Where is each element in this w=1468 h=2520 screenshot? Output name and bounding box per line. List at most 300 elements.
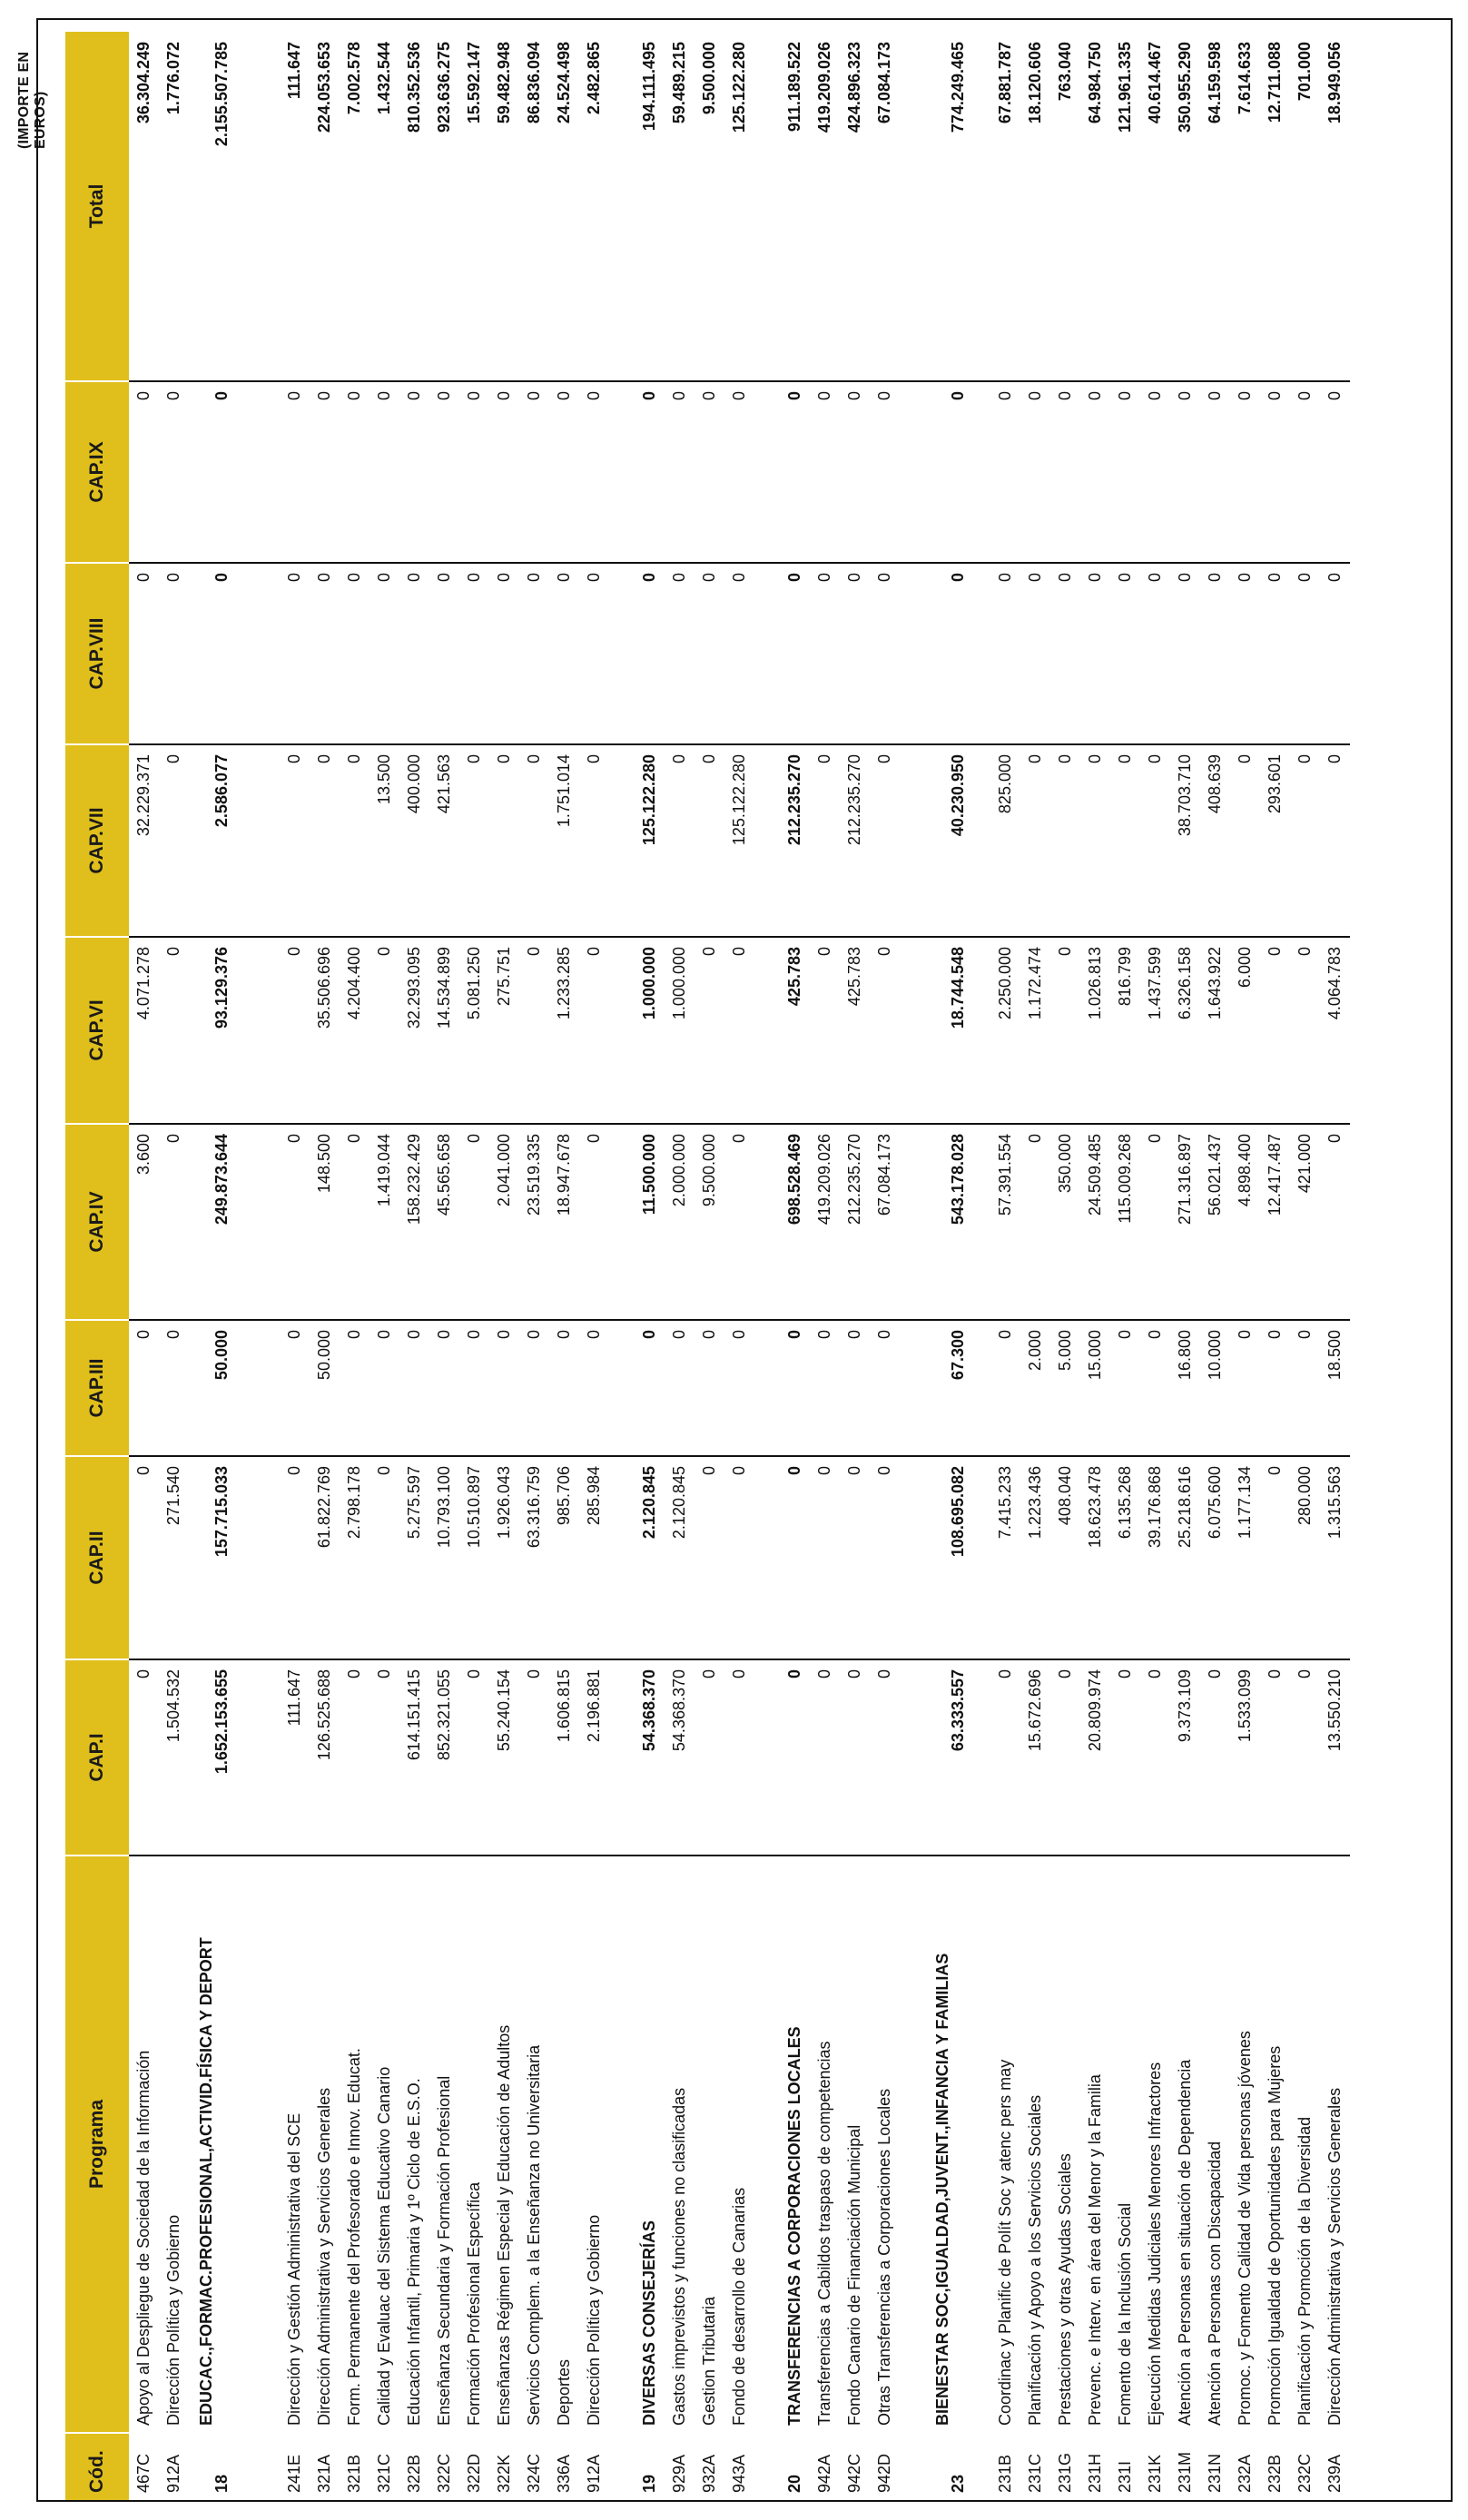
code-cell: 23 <box>948 2474 967 2493</box>
spacer-cell <box>609 31 635 381</box>
spacer-cell <box>900 381 925 563</box>
cap2-cell: 10.793.100 <box>429 1456 459 1659</box>
total-cell: 1.432.544 <box>369 31 399 381</box>
cap7-cell: 2.586.077 <box>189 744 254 937</box>
spacer-cell <box>254 381 280 563</box>
table-row <box>159 31 189 2500</box>
cap8-cell: 0 <box>369 563 399 744</box>
cap4-cell: 57.391.554 <box>990 1124 1020 1320</box>
cap9-cell: 0 <box>1110 381 1140 563</box>
cap2-cell: 25.218.616 <box>1170 1456 1200 1659</box>
cap2-cell: 1.315.563 <box>1320 1456 1350 1659</box>
cap4-cell: 0 <box>340 1124 369 1320</box>
code-cell: 231H <box>1086 2453 1104 2493</box>
cap9-cell: 0 <box>840 381 870 563</box>
cap9-cell: 0 <box>579 381 609 563</box>
total-cell: 86.836.094 <box>519 31 549 381</box>
cap3-cell: 0 <box>429 1320 459 1456</box>
cap2-cell: 39.176.868 <box>1140 1456 1170 1659</box>
table-row <box>1110 31 1140 2500</box>
cap2-cell: 157.715.033 <box>189 1456 254 1659</box>
cap7-cell: 408.639 <box>1200 744 1230 937</box>
cap4-cell: 12.417.487 <box>1260 1124 1290 1320</box>
cap8-cell: 0 <box>1290 563 1320 744</box>
cap2-cell: 0 <box>280 1456 310 1659</box>
table-row <box>519 31 549 2500</box>
spacer-cell <box>900 937 925 1124</box>
total-cell: 774.249.465 <box>925 31 990 381</box>
cap3-cell: 0 <box>280 1320 310 1456</box>
program-cell: Planificación y Promoción de la Diversidad <box>1296 2116 1314 2426</box>
cap9-cell: 0 <box>1170 381 1200 563</box>
cap3-cell: 16.800 <box>1170 1320 1200 1456</box>
total-cell: 419.209.026 <box>810 31 840 381</box>
cap7-cell: 0 <box>280 744 310 937</box>
cap3-cell: 0 <box>399 1320 429 1456</box>
cap8-cell: 0 <box>189 563 254 744</box>
total-cell: 810.352.536 <box>399 31 429 381</box>
header-cod: Cód. <box>65 2433 129 2500</box>
code-cell: 912A <box>164 2454 182 2493</box>
table-row <box>1170 31 1200 2500</box>
total-cell: 111.647 <box>280 31 310 381</box>
table-row <box>369 31 399 2500</box>
cap8-cell: 0 <box>695 563 724 744</box>
cap4-cell: 249.873.644 <box>189 1124 254 1320</box>
program-cell: Prestaciones y otras Ayudas Sociales <box>1056 2153 1074 2426</box>
cap2-cell: 0 <box>724 1456 754 1659</box>
cap7-cell: 0 <box>310 744 340 937</box>
cap1-cell: 15.672.696 <box>1020 1659 1050 1856</box>
cap9-cell: 0 <box>925 381 990 563</box>
cap4-cell: 56.021.437 <box>1200 1124 1230 1320</box>
cap2-cell: 0 <box>1260 1456 1290 1659</box>
cap6-cell: 0 <box>519 937 549 1124</box>
cap2-cell: 6.075.600 <box>1200 1456 1230 1659</box>
total-cell: 18.120.606 <box>1020 31 1050 381</box>
code-cell: 231K <box>1146 2454 1164 2493</box>
cap6-cell: 0 <box>870 937 900 1124</box>
cap8-cell: 0 <box>780 563 810 744</box>
program-cell: Formación Profesional Específica <box>465 2181 483 2426</box>
cap6-cell: 0 <box>1050 937 1080 1124</box>
cap4-cell: 350.000 <box>1050 1124 1080 1320</box>
cap9-cell: 0 <box>280 381 310 563</box>
cap4-cell: 419.209.026 <box>810 1124 840 1320</box>
spacer-cell <box>254 563 280 744</box>
total-cell: 12.711.088 <box>1260 31 1290 381</box>
cap7-cell: 125.122.280 <box>635 744 665 937</box>
cap3-cell: 50.000 <box>189 1320 254 1456</box>
cap3-cell: 15.000 <box>1080 1320 1110 1456</box>
program-cell: Gastos imprevistos y funciones no clasificadas <box>670 2087 688 2426</box>
cap1-cell: 0 <box>780 1659 810 1856</box>
cap3-cell: 0 <box>459 1320 489 1456</box>
code-cell: 20 <box>785 2474 803 2493</box>
spacer-cell <box>254 1856 280 2433</box>
cap3-cell: 18.500 <box>1320 1320 1350 1456</box>
cap6-cell: 425.783 <box>840 937 870 1124</box>
header-cap7: CAP.VII <box>65 744 129 937</box>
table-row <box>1020 31 1050 2500</box>
cap1-cell: 54.368.370 <box>635 1659 665 1856</box>
cap8-cell: 0 <box>1170 563 1200 744</box>
cap3-cell: 2.000 <box>1020 1320 1050 1456</box>
cap9-cell: 0 <box>340 381 369 563</box>
cap9-cell: 0 <box>1200 381 1230 563</box>
cap7-cell: 38.703.710 <box>1170 744 1200 937</box>
cap9-cell: 0 <box>489 381 519 563</box>
cap2-cell: 10.510.897 <box>459 1456 489 1659</box>
spacer-cell <box>900 1659 925 1856</box>
header-cap3: CAP.III <box>65 1320 129 1456</box>
cap8-cell: 0 <box>159 563 189 744</box>
program-cell: DIVERSAS CONSEJERÍAS <box>640 2220 658 2426</box>
cap7-cell: 0 <box>340 744 369 937</box>
cap3-cell: 0 <box>159 1320 189 1456</box>
cap9-cell: 0 <box>1080 381 1110 563</box>
cap7-cell: 125.122.280 <box>724 744 754 937</box>
table-body <box>129 31 1350 2500</box>
cap9-cell: 0 <box>189 381 254 563</box>
cap1-cell: 0 <box>340 1659 369 1856</box>
cap8-cell: 0 <box>519 563 549 744</box>
spacer-row <box>609 31 635 2500</box>
cap2-cell: 18.623.478 <box>1080 1456 1110 1659</box>
cap4-cell: 45.565.658 <box>429 1124 459 1320</box>
header-row <box>65 31 129 2500</box>
cap9-cell: 0 <box>159 381 189 563</box>
program-cell: Calidad y Evaluac del Sistema Educativo Canario <box>375 2066 393 2426</box>
cap6-cell: 0 <box>579 937 609 1124</box>
table-row <box>724 31 754 2500</box>
cap1-cell: 0 <box>810 1659 840 1856</box>
cap1-cell: 0 <box>724 1659 754 1856</box>
cap1-cell: 0 <box>1260 1659 1290 1856</box>
table-row <box>549 31 579 2500</box>
cap4-cell: 4.898.400 <box>1230 1124 1260 1320</box>
cap1-cell: 1.652.153.655 <box>189 1659 254 1856</box>
spacer-cell <box>900 31 925 381</box>
spacer-cell <box>254 1659 280 1856</box>
total-cell: 7.002.578 <box>340 31 369 381</box>
cap2-cell: 0 <box>810 1456 840 1659</box>
code-cell: 942A <box>815 2454 833 2493</box>
code-cell: 231C <box>1026 2453 1044 2493</box>
spacer-cell <box>900 1456 925 1659</box>
cap4-cell: 3.600 <box>129 1124 159 1320</box>
cap9-cell: 0 <box>1320 381 1350 563</box>
cap8-cell: 0 <box>810 563 840 744</box>
cap8-cell: 0 <box>280 563 310 744</box>
cap7-cell: 0 <box>159 744 189 937</box>
program-cell: Dirección Política y Gobierno <box>585 2214 603 2426</box>
total-cell: 36.304.249 <box>129 31 159 381</box>
spacer-cell <box>609 937 635 1124</box>
table-row <box>1320 31 1350 2500</box>
table-row <box>489 31 519 2500</box>
total-cell: 224.053.653 <box>310 31 340 381</box>
cap3-cell: 0 <box>810 1320 840 1456</box>
cap8-cell: 0 <box>129 563 159 744</box>
cap6-cell: 0 <box>280 937 310 1124</box>
code-cell: 19 <box>640 2474 658 2493</box>
program-cell: Deportes <box>555 2358 573 2426</box>
cap2-cell: 108.695.082 <box>925 1456 990 1659</box>
program-cell: BIENESTAR SOC,IGUALDAD,JUVENT.,INFANCIA Y FAMILIAS <box>933 1953 951 2426</box>
cap6-cell: 0 <box>159 937 189 1124</box>
cap8-cell: 0 <box>1080 563 1110 744</box>
cap7-cell: 825.000 <box>990 744 1020 937</box>
spacer-cell <box>754 1456 780 1659</box>
table-row <box>459 31 489 2500</box>
code-cell: 239A <box>1325 2454 1344 2493</box>
code-cell: 321A <box>315 2454 333 2493</box>
cap7-cell: 0 <box>810 744 840 937</box>
program-cell: Enseñanza Secundaria y Formación Profesional <box>435 2075 453 2426</box>
cap3-cell: 0 <box>695 1320 724 1456</box>
cap2-cell: 1.177.134 <box>1230 1456 1260 1659</box>
cap4-cell: 0 <box>159 1124 189 1320</box>
total-cell: 350.955.290 <box>1170 31 1200 381</box>
cap1-cell: 0 <box>870 1659 900 1856</box>
cap7-cell: 421.563 <box>429 744 459 937</box>
program-cell: Dirección Política y Gobierno <box>164 2214 182 2426</box>
cap4-cell: 543.178.028 <box>925 1124 990 1320</box>
program-cell: Fondo Canario de Financiación Municipal <box>845 2124 863 2426</box>
cap9-cell: 0 <box>1230 381 1260 563</box>
cap8-cell: 0 <box>549 563 579 744</box>
spacer-cell <box>609 1856 635 2433</box>
cap8-cell: 0 <box>1050 563 1080 744</box>
cap7-cell: 212.235.270 <box>780 744 810 937</box>
cap7-cell: 0 <box>665 744 695 937</box>
cap1-cell: 0 <box>1110 1659 1140 1856</box>
cap7-cell: 1.751.014 <box>549 744 579 937</box>
code-cell: 321C <box>375 2453 393 2493</box>
spacer-row <box>754 31 780 2500</box>
program-cell: Dirección Administrativa y Servicios Generales <box>1325 2087 1344 2426</box>
cap3-cell: 0 <box>1290 1320 1320 1456</box>
cap3-cell: 0 <box>1260 1320 1290 1456</box>
spacer-cell <box>254 2433 280 2500</box>
cap1-cell: 1.606.815 <box>549 1659 579 1856</box>
cap3-cell: 0 <box>369 1320 399 1456</box>
total-cell: 2.482.865 <box>579 31 609 381</box>
table-row <box>310 31 340 2500</box>
cap8-cell: 0 <box>340 563 369 744</box>
cap6-cell: 1.000.000 <box>665 937 695 1124</box>
cap1-cell: 13.550.210 <box>1320 1659 1350 1856</box>
cap4-cell: 0 <box>1020 1124 1050 1320</box>
total-cell: 9.500.000 <box>695 31 724 381</box>
code-cell: 942C <box>845 2453 863 2493</box>
total-cell: 701.000 <box>1290 31 1320 381</box>
cap8-cell: 0 <box>925 563 990 744</box>
cap1-cell: 0 <box>519 1659 549 1856</box>
table-row <box>840 31 870 2500</box>
total-cell: 64.984.750 <box>1080 31 1110 381</box>
section-row <box>925 31 990 2500</box>
cap6-cell: 425.783 <box>780 937 810 1124</box>
program-cell: Coordinac y Planific de Polít Soc y atenc pers may <box>996 2059 1014 2426</box>
program-cell: Atención a Personas en situación de Dependencia <box>1176 2059 1194 2426</box>
program-cell: Form. Permanente del Profesorado e Innov. Educat. <box>345 2048 363 2426</box>
cap3-cell: 0 <box>635 1320 665 1456</box>
cap6-cell: 4.204.400 <box>340 937 369 1124</box>
cap3-cell: 0 <box>990 1320 1020 1456</box>
header-cap8: CAP.VIII <box>65 563 129 744</box>
table-row <box>695 31 724 2500</box>
total-cell: 18.949.056 <box>1320 31 1350 381</box>
cap6-cell: 275.751 <box>489 937 519 1124</box>
spacer-cell <box>754 1124 780 1320</box>
cap7-cell: 32.229.371 <box>129 744 159 937</box>
cap1-cell: 0 <box>1200 1659 1230 1856</box>
cap4-cell: 0 <box>724 1124 754 1320</box>
cap8-cell: 0 <box>310 563 340 744</box>
code-cell: 322K <box>495 2454 513 2493</box>
cap2-cell: 7.415.233 <box>990 1456 1020 1659</box>
cap4-cell: 0 <box>280 1124 310 1320</box>
code-cell: 324C <box>525 2453 543 2493</box>
cap8-cell: 0 <box>1200 563 1230 744</box>
spacer-cell <box>900 2433 925 2500</box>
header-programa: Programa <box>65 1856 129 2433</box>
code-cell: 231I <box>1116 2460 1134 2493</box>
cap7-cell: 13.500 <box>369 744 399 937</box>
cap6-cell: 0 <box>695 937 724 1124</box>
cap9-cell: 0 <box>1050 381 1080 563</box>
cap7-cell: 0 <box>1230 744 1260 937</box>
cap8-cell: 0 <box>1260 563 1290 744</box>
cap6-cell: 0 <box>724 937 754 1124</box>
cap7-cell: 0 <box>1290 744 1320 937</box>
cap8-cell: 0 <box>665 563 695 744</box>
cap8-cell: 0 <box>724 563 754 744</box>
cap1-cell: 126.525.688 <box>310 1659 340 1856</box>
code-cell: 336A <box>555 2454 573 2493</box>
spacer-cell <box>754 937 780 1124</box>
spacer-cell <box>609 1320 635 1456</box>
spacer-cell <box>609 1456 635 1659</box>
spacer-cell <box>900 563 925 744</box>
cap3-cell: 0 <box>870 1320 900 1456</box>
table-row <box>665 31 695 2500</box>
cap9-cell: 0 <box>810 381 840 563</box>
table-row <box>280 31 310 2500</box>
cap2-cell: 0 <box>369 1456 399 1659</box>
code-cell: 232B <box>1266 2454 1284 2493</box>
total-cell: 40.614.467 <box>1140 31 1170 381</box>
cap1-cell: 1.504.532 <box>159 1659 189 1856</box>
cap8-cell: 0 <box>429 563 459 744</box>
cap3-cell: 0 <box>840 1320 870 1456</box>
cap6-cell: 1.026.813 <box>1080 937 1110 1124</box>
cap7-cell: 0 <box>695 744 724 937</box>
cap7-cell: 400.000 <box>399 744 429 937</box>
cap4-cell: 9.500.000 <box>695 1124 724 1320</box>
cap6-cell: 93.129.376 <box>189 937 254 1124</box>
cap8-cell: 0 <box>489 563 519 744</box>
cap6-cell: 32.293.095 <box>399 937 429 1124</box>
cap2-cell: 61.822.769 <box>310 1456 340 1659</box>
cap6-cell: 1.643.922 <box>1200 937 1230 1124</box>
code-cell: 231G <box>1056 2452 1074 2493</box>
cap2-cell: 5.275.597 <box>399 1456 429 1659</box>
total-cell: 923.636.275 <box>429 31 459 381</box>
cap4-cell: 0 <box>1140 1124 1170 1320</box>
spacer-cell <box>254 31 280 381</box>
total-cell: 763.040 <box>1050 31 1080 381</box>
code-cell: 231M <box>1176 2451 1194 2493</box>
cap2-cell: 0 <box>695 1456 724 1659</box>
spacer-cell <box>754 744 780 937</box>
spacer-row <box>900 31 925 2500</box>
cap1-cell: 54.368.370 <box>665 1659 695 1856</box>
cap9-cell: 0 <box>310 381 340 563</box>
cap1-cell: 852.321.055 <box>429 1659 459 1856</box>
section-row <box>189 31 254 2500</box>
cap1-cell: 55.240.154 <box>489 1659 519 1856</box>
cap3-cell: 5.000 <box>1050 1320 1080 1456</box>
cap1-cell: 614.151.415 <box>399 1659 429 1856</box>
cap1-cell: 20.809.974 <box>1080 1659 1110 1856</box>
spacer-cell <box>609 2433 635 2500</box>
cap6-cell: 1.172.474 <box>1020 937 1050 1124</box>
spacer-cell <box>754 31 780 381</box>
table-row <box>1290 31 1320 2500</box>
program-cell: Ejecución Medidas Judiciales Menores Infractores <box>1146 2062 1164 2426</box>
cap7-cell: 0 <box>870 744 900 937</box>
cap9-cell: 0 <box>695 381 724 563</box>
cap6-cell: 5.081.250 <box>459 937 489 1124</box>
spacer-cell <box>754 2433 780 2500</box>
header-cap4: CAP.IV <box>65 1124 129 1320</box>
cap9-cell: 0 <box>1140 381 1170 563</box>
header-cap2: CAP.II <box>65 1456 129 1659</box>
cap3-cell: 0 <box>340 1320 369 1456</box>
cap2-cell: 0 <box>840 1456 870 1659</box>
cap6-cell: 6.000 <box>1230 937 1260 1124</box>
code-cell: 231N <box>1206 2453 1224 2493</box>
program-cell: Servicios Complem. a la Enseñanza no Universitaria <box>525 2044 543 2426</box>
cap2-cell: 285.984 <box>579 1456 609 1659</box>
table-row <box>1200 31 1230 2500</box>
cap4-cell: 698.528.469 <box>780 1124 810 1320</box>
section-row <box>635 31 665 2500</box>
spacer-cell <box>754 1659 780 1856</box>
total-cell: 59.489.215 <box>665 31 695 381</box>
total-cell: 67.084.173 <box>870 31 900 381</box>
table-row <box>990 31 1020 2500</box>
spacer-cell <box>900 1856 925 2433</box>
cap6-cell: 4.071.278 <box>129 937 159 1124</box>
table-row <box>1230 31 1260 2500</box>
cap2-cell: 408.040 <box>1050 1456 1080 1659</box>
cap8-cell: 0 <box>1140 563 1170 744</box>
cap9-cell: 0 <box>780 381 810 563</box>
cap8-cell: 0 <box>459 563 489 744</box>
cap8-cell: 0 <box>870 563 900 744</box>
cap1-cell: 0 <box>459 1659 489 1856</box>
spacer-cell <box>900 744 925 937</box>
program-cell: Educación Infantil, Primaria y 1º Ciclo de E.S.O. <box>405 2078 423 2426</box>
cap9-cell: 0 <box>519 381 549 563</box>
cap1-cell: 0 <box>695 1659 724 1856</box>
cap6-cell: 1.000.000 <box>635 937 665 1124</box>
cap3-cell: 0 <box>489 1320 519 1456</box>
